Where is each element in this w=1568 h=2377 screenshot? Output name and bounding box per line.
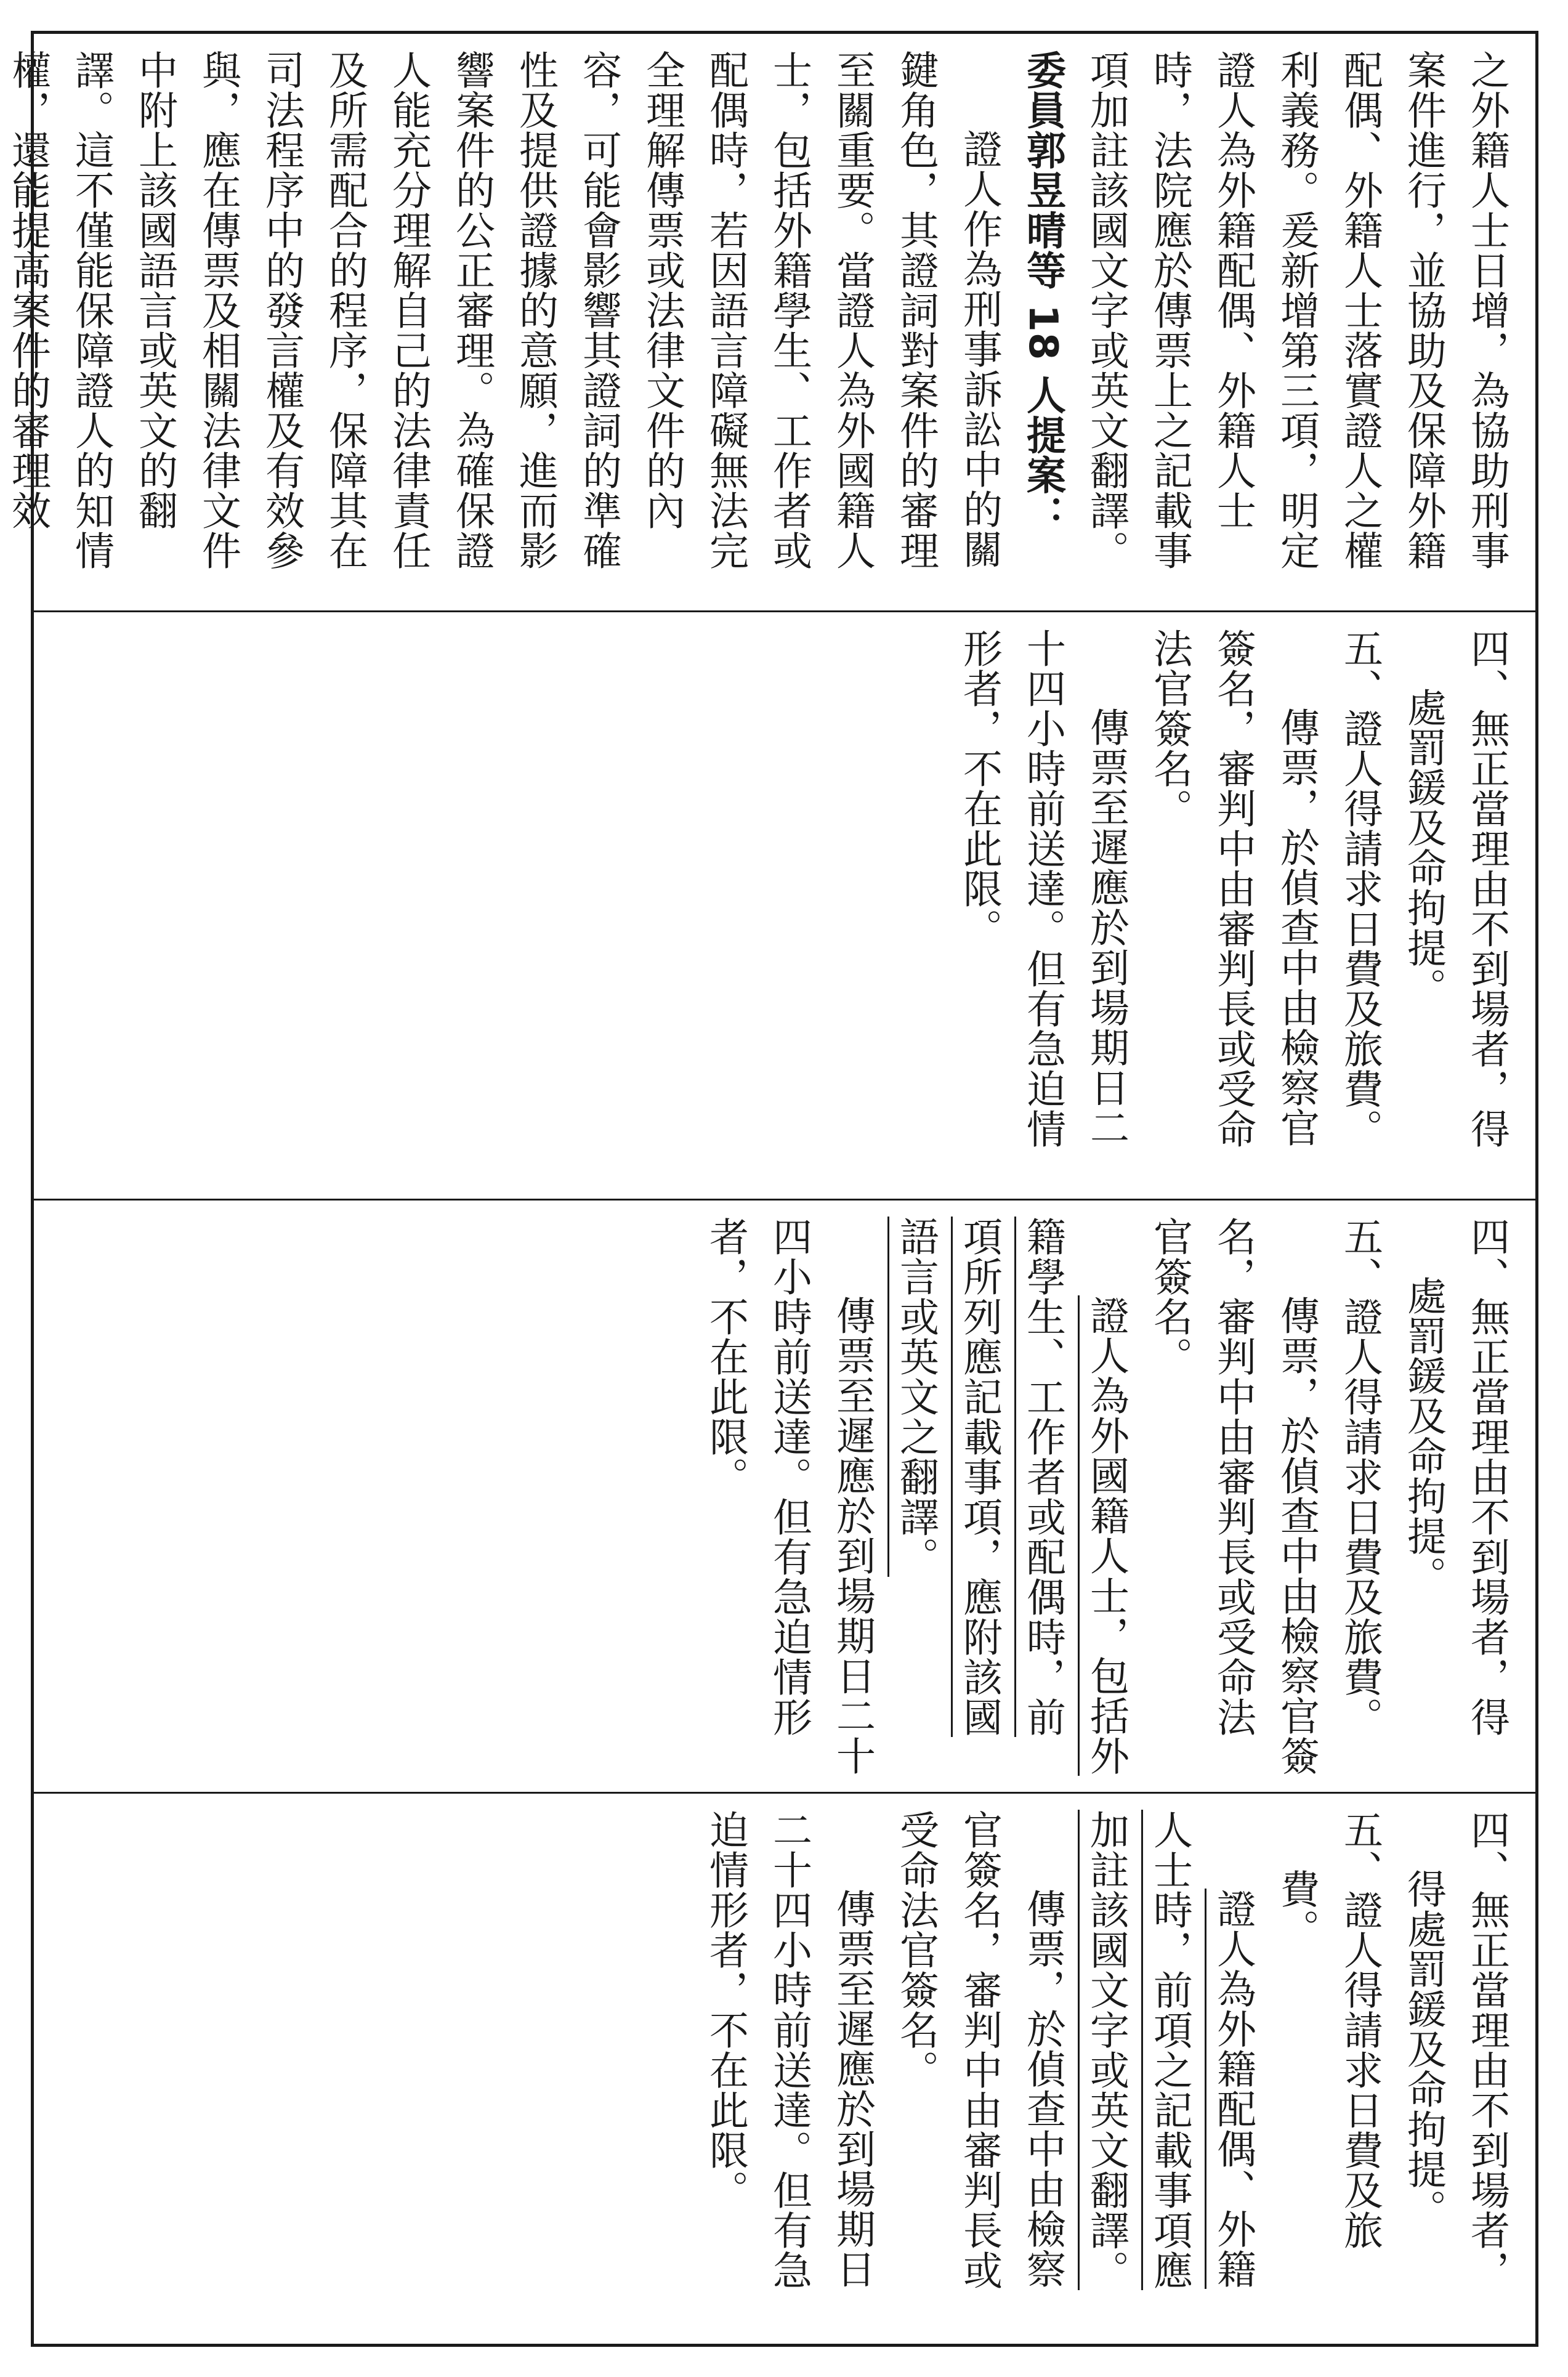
clause-item-4: 四、無正當理由不到場者，得處罰鍰及命拘提。	[1400, 1217, 1509, 1737]
committee-clause-text	[676, 1794, 1535, 2344]
clause-paragraph: 傳票至遲應於到場期日二十四小時前送達。但有急迫情形者，不在此限。	[956, 628, 1129, 1149]
clause-item-5: 五、證人得請求日費及旅費。	[1337, 628, 1383, 1149]
amended-clause-paragraph: 證人為外國籍人士，包括外籍學生、工作者或配偶時，前項所列應記載事項，應附該國語言或英文之翻譯。	[893, 1217, 1129, 1776]
clause-paragraph: 傳票，於偵查中由檢察官簽名，審判中由審判長或受命法官簽名。	[1147, 1217, 1319, 1776]
explanation-text	[0, 34, 1535, 610]
current-law-panel	[34, 612, 1535, 1199]
explanation-paragraph: 之外籍人士日增，為協助刑事案件進行，並協助及保障外籍配偶、外籍人士落實證人之權利義務。爰新增第三項，明定證人為外籍配偶、外籍人士時，法院應於傳票上之記載事項加註該國文字或英文翻譯。	[1083, 50, 1509, 570]
committee-clause-panel	[34, 1794, 1535, 2344]
proposal-rationale: 證人作為刑事訴訟中的關鍵角色，其證詞對案件的審理至關重要。當證人為外國籍人士，包括外籍學生、工作者或配偶時，若因語言障礙無法完全理解傳票或法律文件的內容，可能會影響其證詞的準確性及提供證據的意願，進而影響案件的公正審理。為確保證人能充分理解自己的法律責任及所需配合的程序，保障其在司法程序中的發言權及有效參與，應在傳票及相關法律文件中附上該國語言或英文的翻譯。這不僅能保障證人的知情權，還能提高案件的審理效	[5, 50, 1002, 570]
clause-paragraph: 傳票，於偵查中由檢察官簽名，審判中由審判長或受命法官簽名。	[893, 1810, 1065, 2290]
explanation-panel	[5, 34, 1535, 610]
amended-clause-paragraph: 證人為外籍配偶、外籍人士時，前項之記載事項應加註該國文字或英文翻譯。	[1083, 1810, 1256, 2290]
proposal-heading: 委員郭昱晴等 18 人提案：	[1020, 50, 1065, 535]
current-law-text	[930, 612, 1535, 1199]
clause-paragraph: 傳票至遲應於到場期日二十四小時前送達。但有急迫情形者，不在此限。	[703, 1217, 875, 1776]
clause-item-5: 五、證人得請求日費及旅費。	[1274, 1810, 1383, 2250]
proposed-clause-text	[676, 1201, 1535, 1792]
clause-item-5: 五、證人得請求日費及旅費。	[1337, 1217, 1383, 1737]
document-frame	[5, 31, 1538, 2347]
clause-paragraph: 傳票，於偵查中由檢察官簽名，審判中由審判長或受命法官簽名。	[1147, 628, 1319, 1149]
clause-paragraph: 傳票至遲應於到場期日二十四小時前送達。但有急迫情形者，不在此限。	[703, 1810, 875, 2290]
clause-item-4: 四、無正當理由不到場者，得處罰鍰及命拘提。	[1400, 628, 1509, 1149]
proposed-clause-panel	[34, 1201, 1535, 1792]
clause-item-4: 四、無正當理由不到場者，得處罰鍰及命拘提。	[1400, 1810, 1509, 2290]
